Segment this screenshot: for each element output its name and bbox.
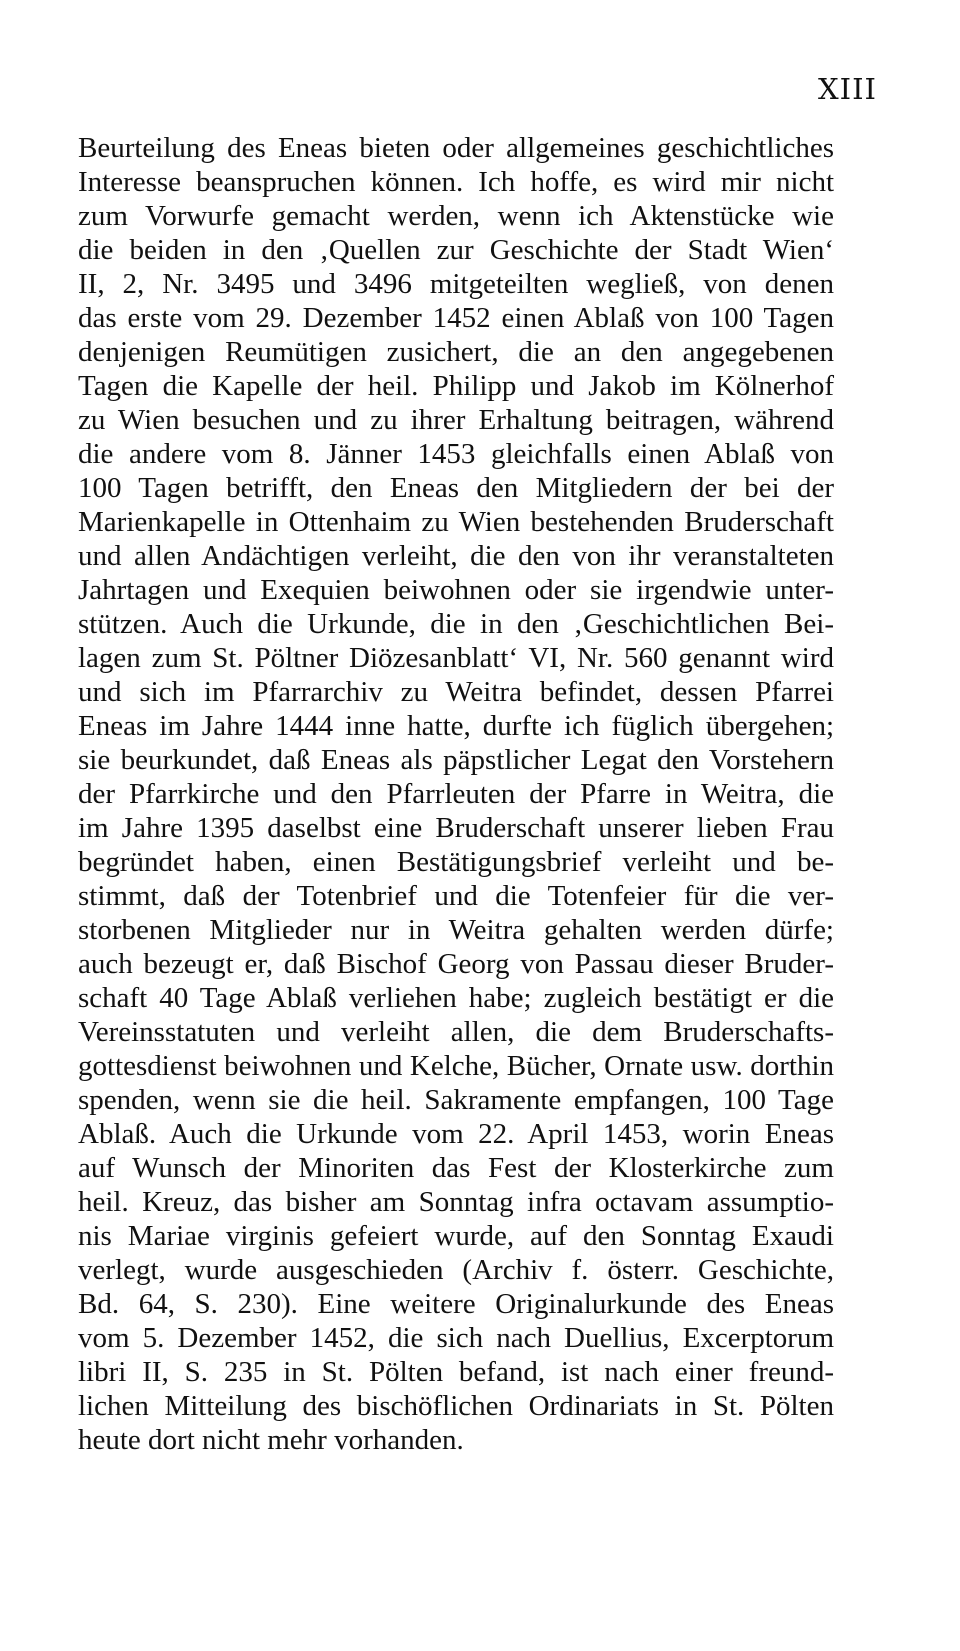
text-line: Vereinsstatuten und verleiht allen, die dem Bruderschafts- [78,1016,834,1048]
text-line: libri II, S. 235 in St. Pölten befand, ist nach einer freund- [78,1356,834,1388]
text-line: zum Vorwurfe gemacht werden, wenn ich Aktenstücke wie [78,200,834,232]
text-line: Beurteilung des Eneas bieten oder allgemeines geschichtliches [78,132,834,164]
text-line: Bd. 64, S. 230). Eine weitere Originalurkunde des Eneas [78,1288,834,1320]
text-line: begründet haben, einen Bestätigungsbrief verleiht und be- [78,846,834,878]
text-line: schaft 40 Tage Ablaß verliehen habe; zugleich bestätigt er die [78,982,834,1014]
text-line: lagen zum St. Pöltner Diözesanblatt‘ VI, Nr. 560 genannt wird [78,642,834,674]
text-line: Eneas im Jahre 1444 inne hatte, durfte ich füglich übergehen; [78,710,834,742]
text-line: die andere vom 8. Jänner 1453 gleichfalls einen Ablaß von [78,438,834,470]
text-line: auch bezeugt er, daß Bischof Georg von Passau dieser Bruder- [78,948,834,980]
text-line: auf Wunsch der Minoriten das Fest der Klosterkirche zum [78,1152,834,1184]
text-line: das erste vom 29. Dezember 1452 einen Ablaß von 100 Tagen [78,302,834,334]
text-line: lichen Mitteilung des bischöflichen Ordinariats in St. Pölten [78,1390,834,1422]
body-text [78,131,834,1457]
text-line: stützen. Auch die Urkunde, die in den ‚Geschichtlichen Bei- [78,608,834,640]
text-line: der Pfarrkirche und den Pfarrleuten der Pfarre in Weitra, die [78,778,834,810]
text-line: Tagen die Kapelle der heil. Philipp und Jakob im Kölnerhof [78,370,834,402]
text-line: stimmt, daß der Totenbrief und die Totenfeier für die ver- [78,880,834,912]
text-line: gottesdienst beiwohnen und Kelche, Bücher, Ornate usw. dorthin [78,1050,834,1082]
text-line: Marienkapelle in Ottenhaim zu Wien bestehenden Bruderschaft [78,506,834,538]
text-line: die beiden in den ‚Quellen zur Geschichte der Stadt Wien‘ [78,234,834,266]
text-line: denjenigen Reumütigen zusichert, die an den angegebenen [78,336,834,368]
text-line: im Jahre 1395 daselbst eine Bruderschaft unserer lieben Frau [78,812,834,844]
text-line: zu Wien besuchen und zu ihrer Erhaltung beitragen, während [78,404,834,436]
text-line: spenden, wenn sie die heil. Sakramente empfangen, 100 Tage [78,1084,834,1116]
text-line: Ablaß. Auch die Urkunde vom 22. April 1453, worin Eneas [78,1118,834,1150]
text-line: sie beurkundet, daß Eneas als päpstlicher Legat den Vorstehern [78,744,834,776]
text-line: II, 2, Nr. 3495 und 3496 mitgeteilten wegließ, von denen [78,268,834,300]
text-line: nis Mariae virginis gefeiert wurde, auf den Sonntag Exaudi [78,1220,834,1252]
text-line: und sich im Pfarrarchiv zu Weitra befindet, dessen Pfarrei [78,676,834,708]
text-line: Interesse beanspruchen können. Ich hoffe, es wird mir nicht [78,166,834,198]
page-number: XIII [817,72,877,106]
text-line: vom 5. Dezember 1452, die sich nach Duellius, Excerptorum [78,1322,834,1354]
text-line: heute dort nicht mehr vorhanden. [78,1424,464,1456]
text-line: 100 Tagen betrifft, den Eneas den Mitgliedern der bei der [78,472,834,504]
text-line: storbenen Mitglieder nur in Weitra gehalten werden dürfe; [78,914,834,946]
text-line: heil. Kreuz, das bisher am Sonntag infra octavam assumptio- [78,1186,834,1218]
text-line: Jahrtagen und Exequien beiwohnen oder sie irgendwie unter- [78,574,834,606]
text-line: und allen Andächtigen verleiht, die den von ihr veranstalteten [78,540,834,572]
text-line: verlegt, wurde ausgeschieden (Archiv f. österr. Geschichte, [78,1254,834,1286]
